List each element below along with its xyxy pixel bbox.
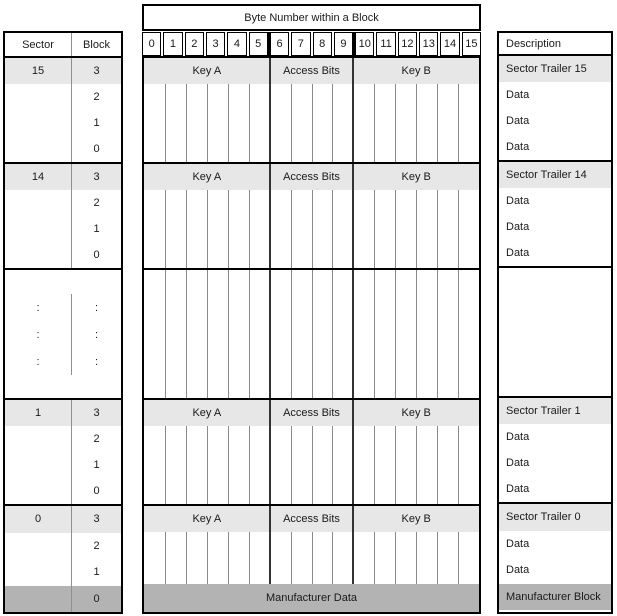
- description-cell: Data: [506, 141, 530, 153]
- block-number: 2: [93, 433, 100, 445]
- table-row: [5, 533, 121, 560]
- ellipsis-mark: :: [5, 321, 72, 348]
- accessbits-keyb-boundary-line: [352, 506, 354, 584]
- byte-number-title-box: [142, 4, 481, 31]
- description-cell: Data: [506, 247, 530, 259]
- byte-number-cell: 8: [313, 32, 332, 56]
- byte-number-cell: 10: [355, 32, 374, 56]
- byte-separator-line: [165, 270, 166, 398]
- byte-separator-line: [458, 426, 459, 504]
- sector-column-header: Sector: [5, 33, 72, 56]
- sector-14-byte-grid: [144, 164, 479, 270]
- byte-number-cell: 14: [440, 32, 459, 56]
- byte-separator-line: [165, 532, 166, 584]
- block-number: 0: [93, 592, 100, 605]
- byte-separator-line: [249, 532, 250, 584]
- sector-trailer-row: [144, 58, 479, 84]
- sector-1-byte-grid: [144, 400, 479, 506]
- description-body: [499, 56, 611, 610]
- block-number: 1: [93, 566, 100, 579]
- byte-separator-line: [165, 190, 166, 268]
- description-cell: Data: [506, 483, 530, 495]
- byte-separator-line: [249, 84, 250, 162]
- byte-separator-line: [437, 84, 438, 162]
- keya-accessbits-boundary-line: [269, 400, 271, 504]
- byte-separator-line: [165, 426, 166, 504]
- table-row: [5, 478, 121, 504]
- description-cell: Sector Trailer 1: [499, 398, 611, 424]
- manufacturer-block-row: [5, 586, 121, 613]
- byte-separator-line: [395, 270, 396, 398]
- byte-separator-line: [291, 270, 292, 398]
- byte-separator-line: [458, 190, 459, 268]
- access-bits-label: Access Bits: [283, 407, 340, 419]
- description-cell: Sector Trailer 0: [499, 504, 611, 531]
- sector-cell-empty: [5, 533, 72, 560]
- block-number: 3: [93, 407, 100, 419]
- byte-separator-line: [332, 190, 333, 268]
- table-row: [5, 84, 121, 110]
- sector-block-header-row: [5, 33, 121, 58]
- block-number: 3: [93, 171, 100, 183]
- description-ellipsis-area: [499, 268, 611, 398]
- byte-separator-line: [228, 532, 229, 584]
- table-row: [5, 110, 121, 136]
- block-number: 0: [93, 249, 100, 261]
- data-bytes-area: [144, 532, 479, 584]
- byte-separator-line: [249, 190, 250, 268]
- manufacturer-data-cell: Manufacturer Data: [144, 584, 479, 612]
- byte-number-title: Byte Number within a Block: [244, 11, 379, 24]
- sector-cell-empty: [5, 190, 72, 216]
- ellipsis-byte-grid: [144, 270, 479, 400]
- access-bits-label: Access Bits: [283, 171, 340, 183]
- byte-separator-line: [207, 270, 208, 398]
- byte-separator-line: [332, 532, 333, 584]
- byte-separator-line: [416, 190, 417, 268]
- sector-cell-empty: [5, 110, 72, 136]
- keya-accessbits-boundary-line: [269, 270, 271, 398]
- sector-number: 15: [5, 58, 72, 84]
- sector-trailer-row: [144, 400, 479, 426]
- sector-15-byte-grid: [144, 58, 479, 164]
- key-a-label: Key A: [192, 65, 222, 77]
- accessbits-keyb-boundary-line: [352, 58, 354, 162]
- description-group-14: [499, 162, 611, 268]
- byte-separator-line: [416, 426, 417, 504]
- byte-number-cell: 4: [227, 32, 246, 56]
- block-column-header: Block: [83, 38, 110, 51]
- description-cell: Data: [506, 115, 530, 127]
- byte-separator-line: [374, 84, 375, 162]
- byte-separator-line: [374, 532, 375, 584]
- byte-number-cell: 9: [334, 32, 353, 56]
- ellipsis-mark: :: [5, 294, 72, 321]
- byte-separator-line: [458, 84, 459, 162]
- keya-accessbits-boundary-line: [269, 164, 271, 268]
- description-cell: Sector Trailer 14: [499, 162, 611, 188]
- key-a-label: Key A: [192, 171, 222, 183]
- byte-separator-line: [332, 84, 333, 162]
- byte-separator-line: [395, 84, 396, 162]
- description-cell: Manufacturer Block: [499, 584, 611, 611]
- block-number: 1: [93, 223, 100, 235]
- byte-number-row: [142, 32, 481, 56]
- description-cell: Data: [506, 564, 530, 577]
- byte-separator-line: [416, 532, 417, 584]
- byte-number-cell: 13: [419, 32, 438, 56]
- key-a-label: Key A: [192, 513, 222, 525]
- sector-group-14: [5, 164, 121, 270]
- sector-group-1: [5, 400, 121, 506]
- sector-block-table: [3, 31, 123, 614]
- block-number: 2: [93, 91, 100, 103]
- ellipsis-mark: :: [94, 355, 99, 368]
- byte-separator-line: [437, 426, 438, 504]
- sector-cell-empty: [5, 84, 72, 110]
- block-number: 0: [93, 143, 100, 155]
- byte-separator-line: [186, 426, 187, 504]
- byte-separator-line: [291, 426, 292, 504]
- byte-number-cell: 2: [185, 32, 204, 56]
- table-row: [5, 348, 121, 375]
- byte-separator-line: [458, 270, 459, 398]
- description-group-1: [499, 398, 611, 504]
- byte-separator-line: [437, 270, 438, 398]
- data-bytes-area: [144, 84, 479, 162]
- table-row: [5, 321, 121, 348]
- byte-number-cell: 5: [249, 32, 268, 56]
- sector-trailer-row: [144, 164, 479, 190]
- block-number: 1: [93, 117, 100, 129]
- description-cell: Data: [506, 537, 530, 550]
- byte-number-cell: 12: [398, 32, 417, 56]
- byte-separator-line: [312, 270, 313, 398]
- description-cell: Data: [506, 195, 530, 207]
- table-row: [5, 506, 121, 533]
- sector-cell-empty: [5, 559, 72, 586]
- sector-0-byte-grid: [144, 506, 479, 612]
- byte-separator-line: [312, 84, 313, 162]
- ellipsis-mark: :: [94, 328, 99, 341]
- table-row: [5, 136, 121, 162]
- block-number: 0: [93, 485, 100, 497]
- byte-separator-line: [374, 270, 375, 398]
- sector-cell-empty: [5, 242, 72, 268]
- block-number: 2: [93, 197, 100, 209]
- byte-separator-line: [228, 84, 229, 162]
- byte-number-cell: 1: [163, 32, 182, 56]
- byte-number-cell: 6: [270, 32, 289, 56]
- sector-cell-empty: [5, 452, 72, 478]
- key-b-label: Key B: [401, 407, 431, 419]
- sector-block-body: [5, 58, 121, 612]
- byte-separator-line: [332, 270, 333, 398]
- key-b-label: Key B: [401, 65, 431, 77]
- table-row: [5, 164, 121, 190]
- byte-separator-line: [249, 270, 250, 398]
- table-row: [5, 400, 121, 426]
- sector-cell-empty: [5, 426, 72, 452]
- byte-separator-line: [291, 84, 292, 162]
- byte-number-cell: 15: [462, 32, 481, 56]
- ellipsis-mark: :: [94, 301, 99, 314]
- ellipsis-rows: [5, 270, 121, 400]
- data-bytes-area: [144, 426, 479, 504]
- byte-number-cell: 3: [206, 32, 225, 56]
- description-cell: Data: [506, 431, 530, 443]
- byte-separator-line: [291, 532, 292, 584]
- byte-separator-line: [437, 190, 438, 268]
- sector-trailer-row: [144, 506, 479, 532]
- sector-cell-empty: [5, 478, 72, 504]
- description-group-0: [499, 504, 611, 610]
- byte-separator-line: [207, 532, 208, 584]
- byte-separator-line: [312, 426, 313, 504]
- accessbits-keyb-boundary-line: [352, 400, 354, 504]
- block-number: 3: [93, 513, 100, 526]
- byte-separator-line: [416, 84, 417, 162]
- key-b-label: Key B: [401, 513, 431, 525]
- description-group-15: [499, 56, 611, 162]
- description-cell: Data: [506, 457, 530, 469]
- byte-separator-line: [207, 190, 208, 268]
- accessbits-keyb-boundary-line: [352, 270, 354, 398]
- byte-separator-line: [291, 190, 292, 268]
- key-a-label: Key A: [192, 407, 222, 419]
- byte-separator-line: [332, 426, 333, 504]
- accessbits-keyb-boundary-line: [352, 164, 354, 268]
- description-cell: Data: [506, 89, 530, 101]
- byte-separator-line: [186, 270, 187, 398]
- byte-separator-line: [186, 84, 187, 162]
- block-number: 3: [93, 65, 100, 77]
- byte-separator-line: [395, 426, 396, 504]
- description-column-header: Description: [499, 33, 611, 56]
- byte-separator-line: [186, 190, 187, 268]
- key-b-label: Key B: [401, 171, 431, 183]
- data-bytes-area: [144, 190, 479, 268]
- access-bits-label: Access Bits: [283, 65, 340, 77]
- description-cell: Data: [506, 221, 530, 233]
- table-row: [5, 216, 121, 242]
- byte-separator-line: [312, 190, 313, 268]
- sector-cell-empty: [5, 216, 72, 242]
- byte-separator-line: [374, 426, 375, 504]
- byte-separator-line: [395, 532, 396, 584]
- byte-separator-line: [165, 84, 166, 162]
- byte-number-cell: 0: [142, 32, 161, 56]
- byte-separator-line: [186, 532, 187, 584]
- byte-separator-line: [437, 532, 438, 584]
- byte-separator-line: [207, 84, 208, 162]
- access-bits-label: Access Bits: [283, 513, 340, 525]
- byte-layout-table: [142, 56, 481, 614]
- byte-separator-line: [458, 532, 459, 584]
- table-row: [5, 452, 121, 478]
- keya-accessbits-boundary-line: [269, 58, 271, 162]
- byte-separator-line: [207, 426, 208, 504]
- sector-group-0: [5, 506, 121, 612]
- sector-number: 14: [5, 164, 72, 190]
- byte-separator-line: [228, 270, 229, 398]
- description-table: [497, 31, 613, 614]
- sector-number: 0: [5, 506, 72, 533]
- block-number: 1: [93, 459, 100, 471]
- sector-cell-empty: [5, 136, 72, 162]
- byte-separator-line: [228, 426, 229, 504]
- description-cell: Sector Trailer 15: [499, 56, 611, 82]
- block-number: 2: [93, 539, 100, 552]
- table-row: [5, 242, 121, 268]
- table-row: [5, 58, 121, 84]
- table-row: [5, 190, 121, 216]
- sector-group-15: [5, 58, 121, 164]
- byte-separator-line: [374, 190, 375, 268]
- table-row: [5, 294, 121, 321]
- byte-separator-line: [312, 532, 313, 584]
- byte-separator-line: [416, 270, 417, 398]
- keya-accessbits-boundary-line: [269, 506, 271, 584]
- ellipsis-mark: :: [5, 348, 72, 375]
- sector-number: 1: [5, 400, 72, 426]
- sector-cell-empty: [5, 586, 72, 613]
- byte-separator-line: [395, 190, 396, 268]
- byte-separator-line: [228, 190, 229, 268]
- byte-number-cell: 7: [291, 32, 310, 56]
- byte-number-cell: 11: [376, 32, 395, 56]
- byte-separator-line: [249, 426, 250, 504]
- table-row: [5, 426, 121, 452]
- table-row: [5, 559, 121, 586]
